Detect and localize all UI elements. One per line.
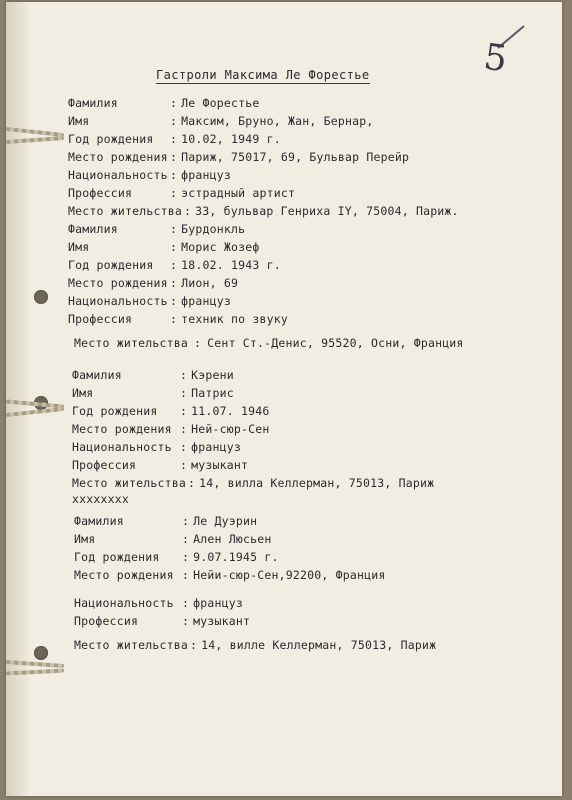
field-row: Имя : Морис Жозеф	[68, 240, 260, 254]
field-value: Лион, 69	[181, 276, 239, 290]
field-label: Год рождения	[68, 132, 154, 146]
punch-hole	[34, 290, 48, 304]
field-value: техник по звуку	[181, 312, 288, 326]
field-label: Место рождения	[68, 276, 168, 290]
field-label: Год рождения	[74, 550, 160, 564]
field-value: Париж, 75017, 69, Бульвар Перейр	[181, 150, 410, 164]
field-row: Национальность : француз	[68, 168, 231, 182]
field-value: 14, вилле Келлерман, 75013, Париж	[201, 638, 437, 652]
field-value: 9.07.1945 г.	[193, 550, 279, 564]
field-value: француз	[181, 294, 231, 308]
field-label: Фамилия	[74, 514, 124, 528]
field-value: 11.07. 1946	[191, 404, 270, 418]
field-label: Профессия	[68, 186, 133, 200]
field-label: Профессия	[72, 458, 137, 472]
page-number: 5	[481, 36, 510, 81]
field-value: Ле Форестье	[181, 96, 260, 110]
field-label: Фамилия	[68, 96, 118, 110]
field-label: Фамилия	[72, 368, 122, 382]
document-page	[6, 2, 562, 796]
field-value: музыкант	[191, 458, 249, 472]
field-value: музыкант	[193, 614, 251, 628]
field-row: Год рождения : 9.07.1945 г.	[74, 550, 279, 564]
field-value: Максим, Бруно, Жан, Бернар,	[181, 114, 374, 128]
field-label: Место жительства	[68, 204, 182, 218]
field-label: Место жительства	[74, 638, 188, 652]
field-label: Профессия	[68, 312, 133, 326]
field-row: Национальность : француз	[74, 596, 243, 610]
field-label: Место рождения	[68, 150, 168, 164]
field-label: Национальность	[74, 596, 174, 610]
field-row: Национальность : француз	[72, 440, 241, 454]
field-value: Бурдонкль	[181, 222, 246, 236]
field-label: Место рождения	[74, 568, 174, 582]
field-row: Фамилия : Ле Форестье	[68, 96, 260, 110]
field-value: 33, бульвар Генриха IY, 75004, Париж.	[195, 204, 459, 218]
field-value: Ней-сюр-Сен	[191, 422, 270, 436]
field-value: 18.02. 1943 г.	[181, 258, 281, 272]
field-row: Профессия : эстрадный артист	[68, 186, 296, 200]
field-row: Место жительства : 14, вилла Келлерман, 75013, Париж	[72, 476, 435, 490]
field-row: Место жительства : 14, вилле Келлерман, 75013, Париж	[74, 638, 437, 652]
field-value: 10.02, 1949 г.	[181, 132, 281, 146]
field-label: Имя	[74, 532, 96, 546]
field-label: Фамилия	[68, 222, 118, 236]
field-value: Ален Люсьен	[193, 532, 272, 546]
punch-hole	[34, 646, 48, 660]
field-row: Фамилия : Ле Дуэрин	[74, 514, 258, 528]
field-row: Место рождения : Лион, 69	[68, 276, 239, 290]
field-row: Год рождения : 10.02, 1949 г.	[68, 132, 281, 146]
struck-out-text: xxxxxxxx	[72, 492, 129, 506]
field-label: Имя	[68, 240, 90, 254]
field-row: Профессия : техник по звуку	[68, 312, 288, 326]
field-row: Место рождения : Ней-сюр-Сен	[72, 422, 270, 436]
field-row: Имя : Максим, Бруно, Жан, Бернар,	[68, 114, 374, 128]
field-row: Фамилия : Кэрени	[72, 368, 234, 382]
field-label: Национальность	[72, 440, 172, 454]
field-value: Морис Жозеф	[181, 240, 260, 254]
field-label: Место жительства	[72, 476, 186, 490]
field-row: Место рождения : Нейи-сюр-Сен,92200, Франция	[74, 568, 386, 582]
field-row: Место рождения : Париж, 75017, 69, Бульвар Перейр	[68, 150, 410, 164]
field-value: француз	[191, 440, 241, 454]
field-value: Патрис	[191, 386, 234, 400]
field-label: Год рождения	[72, 404, 158, 418]
document-title: Гастроли Максима Ле Форестье	[156, 68, 370, 82]
field-row: Имя : Патрис	[72, 386, 234, 400]
field-value: француз	[181, 168, 231, 182]
field-row: Место жительства : 33, бульвар Генриха IY, 75004, Париж.	[68, 204, 459, 218]
field-label: Профессия	[74, 614, 139, 628]
field-label: Место рождения	[72, 422, 172, 436]
field-value: Нейи-сюр-Сен,92200, Франция	[193, 568, 386, 582]
field-value: Сент Ст.-Денис, 95520, Осни, Франция	[207, 336, 464, 350]
field-label: Имя	[68, 114, 90, 128]
field-value: 14, вилла Келлерман, 75013, Париж	[199, 476, 435, 490]
field-row: Профессия : музыкант	[74, 614, 251, 628]
field-row: Год рождения : 11.07. 1946	[72, 404, 270, 418]
field-value: Кэрени	[191, 368, 234, 382]
field-row: Профессия : музыкант	[72, 458, 249, 472]
field-row: Год рождения : 18.02. 1943 г.	[68, 258, 281, 272]
field-row: Имя : Ален Люсьен	[74, 532, 272, 546]
field-label: Национальность	[68, 294, 168, 308]
field-value: эстрадный артист	[181, 186, 296, 200]
field-label: Место жительства	[74, 336, 188, 350]
field-row: Фамилия : Бурдонкль	[68, 222, 246, 236]
field-label: Год рождения	[68, 258, 154, 272]
field-value: Ле Дуэрин	[193, 514, 258, 528]
field-value: француз	[193, 596, 243, 610]
field-label: Имя	[72, 386, 94, 400]
field-row: Место жительства : Сент Ст.-Денис, 95520, Осни, Франция	[74, 336, 464, 350]
field-row: Национальность : француз	[68, 294, 231, 308]
field-label: Национальность	[68, 168, 168, 182]
